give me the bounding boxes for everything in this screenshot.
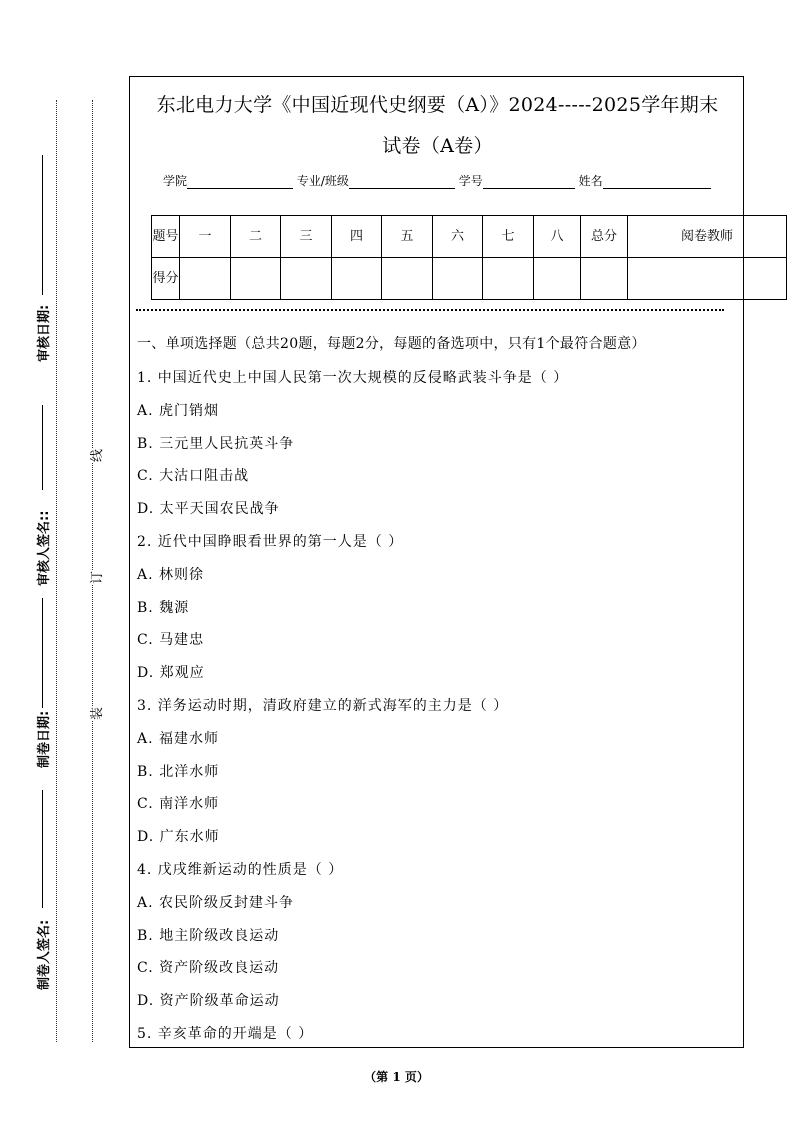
question-3-option-d: D. 广东水师 <box>137 829 220 845</box>
score-cell-6[interactable] <box>433 258 483 300</box>
compile-date-label: 制卷日期: <box>37 710 52 768</box>
score-cell-total[interactable] <box>581 258 628 300</box>
exam-title-line2: 试卷（A卷） <box>382 135 493 157</box>
name-label: 姓名 <box>578 174 603 188</box>
score-cell-grader[interactable] <box>628 258 787 300</box>
score-col-1: 一 <box>180 216 231 258</box>
compile-date-line <box>42 598 43 708</box>
header-separator <box>136 309 724 311</box>
question-4-option-c: C. 资产阶级改良运动 <box>137 960 280 976</box>
score-col-5: 五 <box>382 216 433 258</box>
question-3-stem: 3. 洋务运动时期，清政府建立的新式海军的主力是（ ） <box>137 698 509 714</box>
reviewer-sign-line <box>42 405 43 490</box>
score-cell-3[interactable] <box>281 258 332 300</box>
question-2-option-b: B. 魏源 <box>137 600 190 616</box>
name-field[interactable] <box>603 174 711 189</box>
score-col-6: 六 <box>433 216 483 258</box>
question-4-stem: 4. 戊戌维新运动的性质是（ ） <box>137 862 344 878</box>
review-date-line <box>42 155 43 295</box>
college-field[interactable] <box>187 174 293 189</box>
student-id-field[interactable] <box>483 174 575 189</box>
question-1-option-a: A. 虎门销烟 <box>137 403 220 419</box>
reviewer-sign-label: 审核人签名:: <box>37 510 52 586</box>
score-cell-4[interactable] <box>332 258 382 300</box>
exam-title-line1: 东北电力大学《中国近现代史纲要（A）》2024-----2025学年期末 <box>156 94 719 116</box>
score-col-8: 八 <box>534 216 581 258</box>
score-col-3: 三 <box>281 216 332 258</box>
score-cell-8[interactable] <box>534 258 581 300</box>
college-label: 学院 <box>163 174 188 188</box>
question-4-option-a: A. 农民阶级反封建斗争 <box>137 895 295 911</box>
binding-char-ding: 订 <box>86 571 105 584</box>
score-col-total: 总分 <box>581 216 628 258</box>
binding-char-xian: 线 <box>86 449 105 462</box>
section-heading: 一、单项选择题（总共20题，每题2分，每题的备选项中，只有1个最符合题意） <box>137 336 646 352</box>
question-2-option-c: C. 马建忠 <box>137 632 205 648</box>
question-2-option-d: D. 郑观应 <box>137 665 205 681</box>
question-3-option-a: A. 福建水师 <box>137 731 220 747</box>
score-header-label: 题号 <box>152 216 180 258</box>
student-id-label: 学号 <box>458 174 483 188</box>
question-1-option-b: B. 三元里人民抗英斗争 <box>137 436 295 452</box>
question-2-option-a: A. 林则徐 <box>137 567 205 583</box>
student-info-row <box>163 172 711 189</box>
question-4-option-d: D. 资产阶级革命运动 <box>137 993 280 1009</box>
review-date-label: 审核日期: <box>37 304 52 362</box>
score-cell-5[interactable] <box>382 258 433 300</box>
question-3-option-b: B. 北洋水师 <box>137 764 220 780</box>
score-table <box>151 215 787 300</box>
question-3-option-c: C. 南洋水师 <box>137 796 220 812</box>
score-row-label: 得分 <box>152 258 180 300</box>
question-1-stem: 1. 中国近代史上中国人民第一次大规模的反侵略武装斗争是（ ） <box>137 370 569 386</box>
score-cell-2[interactable] <box>231 258 281 300</box>
major-class-field[interactable] <box>349 174 455 189</box>
major-class-label: 专业/班级 <box>296 174 349 188</box>
score-cell-1[interactable] <box>180 258 231 300</box>
score-cell-7[interactable] <box>483 258 534 300</box>
score-col-7: 七 <box>483 216 534 258</box>
question-1-option-d: D. 太平天国农民战争 <box>137 501 280 517</box>
question-4-option-b: B. 地主阶级改良运动 <box>137 928 280 944</box>
score-col-4: 四 <box>332 216 382 258</box>
score-col-grader: 阅卷教师 <box>628 216 787 258</box>
binding-dotted-line-left <box>56 100 57 1042</box>
question-2-stem: 2. 近代中国睁眼看世界的第一人是（ ） <box>137 534 404 550</box>
binding-char-zhuang: 装 <box>86 707 105 720</box>
compiler-sign-label: 制卷人签名: <box>37 919 52 990</box>
compiler-sign-line <box>42 790 43 908</box>
question-1-option-c: C. 大沽口阻击战 <box>137 468 250 484</box>
page-number: （第 1 页） <box>364 1070 429 1084</box>
score-col-2: 二 <box>231 216 281 258</box>
question-5-stem: 5. 辛亥革命的开端是（ ） <box>137 1026 314 1042</box>
